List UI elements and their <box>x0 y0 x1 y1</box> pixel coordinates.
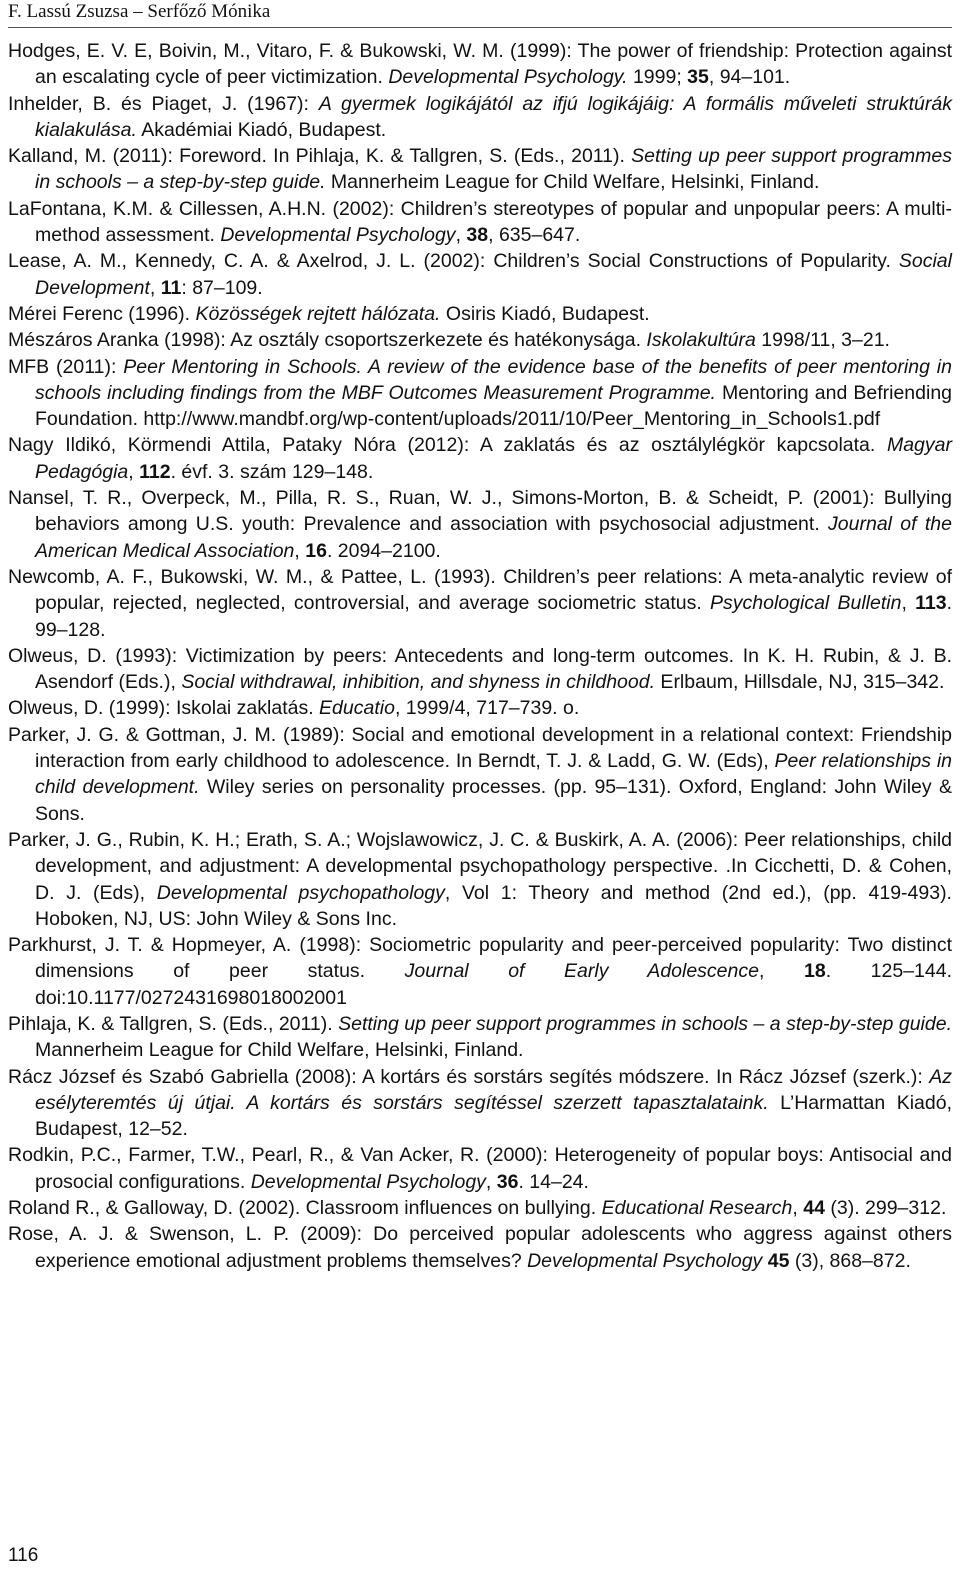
reference-entry <box>8 354 952 433</box>
reference-text: , <box>485 1170 497 1193</box>
reference-text: Roland R., & Galloway, D. (2002). Classroom influences on bullying. <box>8 1197 602 1220</box>
reference-title-italic: Developmental Psychology <box>527 1249 763 1272</box>
reference-title-italic: Developmental Psychology <box>250 1170 486 1193</box>
reference-text: (3). 299–312. <box>824 1197 947 1220</box>
reference-text: (3), 868–872. <box>789 1249 911 1272</box>
reference-text: , 94–101. <box>708 66 791 89</box>
reference-title-italic: Educatio <box>319 697 395 720</box>
reference-text: Olweus, D. (1999): Iskolai zaklatás. <box>8 697 320 720</box>
reference-title-italic: Psychological Bulletin <box>710 592 902 615</box>
reference-text: Mentoring and Befriending Foundation. http://www.mandbf.org/wp-content/uploads/2011/10/Peer_Mentoring_in_Schools1.pdf <box>35 381 953 431</box>
reference-volume-bold: 18 <box>803 960 826 983</box>
reference-volume-bold: 11 <box>160 276 182 299</box>
reference-entry <box>8 695 952 721</box>
reference-title-italic: Iskolakultúra <box>646 329 756 352</box>
reference-text: , <box>758 960 804 983</box>
reference-entry <box>8 722 952 827</box>
reference-entry <box>8 643 952 696</box>
reference-title-italic: Közösségek rejtett hálózata. <box>195 302 441 325</box>
reference-text: Osiris Kiadó, Budapest. <box>440 302 650 325</box>
reference-text: Pihlaja, K. & Tallgren, S. (Eds., 2011). <box>8 1012 339 1035</box>
reference-text: Mészáros Aranka (1998): Az osztály csoportszerkezete és hatékonysága. <box>8 329 647 352</box>
reference-text: Mannerheim League for Child Welfare, Helsinki, Finland. <box>35 1039 524 1062</box>
reference-text: . 125–144. doi:10.1177/0272431698018002001 <box>35 960 953 1009</box>
reference-entry <box>8 1221 952 1274</box>
reference-text: 1998/11, 3–21. <box>755 329 890 352</box>
reference-text: , <box>128 460 140 483</box>
reference-entry <box>8 301 952 327</box>
reference-title-italic: Peer relationships in child development. <box>35 750 953 799</box>
reference-text: Inhelder, B. és Piaget, J. (1967): <box>8 92 319 115</box>
reference-entry <box>8 327 952 353</box>
reference-title-italic: Developmental Psychology. <box>388 66 628 89</box>
reference-entry <box>8 564 952 643</box>
reference-text: MFB (2011): <box>8 355 124 378</box>
reference-text: Rácz József és Szabó Gabriella (2008): A kortárs és sorstárs segítés módszere. In Rácz József (szerk.): <box>8 1065 930 1088</box>
reference-text: Olweus, D. (1993): Victimization by peers: Antecedents and long-term outcomes. In K. H. Rubin, & J. B. Asendorf (Eds.), <box>8 644 952 694</box>
reference-title-italic: Social Development <box>35 250 952 299</box>
reference-text: : 87–109. <box>181 276 263 299</box>
reference-entry <box>8 432 952 485</box>
reference-text: Nagy Ildikó, Körmendi Attila, Pataky Nóra (2012): A zaklatás és az osztálylégkör kapcsolata. <box>8 434 887 457</box>
reference-text: , 1999/4, 717–739. o. <box>394 697 580 720</box>
reference-text: . 2094–2100. <box>326 539 441 562</box>
reference-title-italic: Educational Research <box>601 1197 793 1220</box>
reference-text: Parkhurst, J. T. & Hopmeyer, A. (1998): Sociometric popularity and peer-perceived popularity: Two distinct dimensions of peer status. <box>8 934 952 983</box>
reference-title-italic: Developmental psychopathology <box>156 881 445 904</box>
reference-title-italic: A gyermek logikájától az ifjú logikájáig: A formális műveleti struktúrák kialakulása. <box>35 92 952 141</box>
reference-text: , <box>455 224 467 247</box>
reference-text: Mannerheim League for Child Welfare, Helsinki, Finland. <box>325 171 820 194</box>
reference-title-italic: Peer Mentoring in Schools. A review of the evidence base of the benefits of peer mentoring in schools including findings from the MBF Outcomes Measurement Programme. <box>35 355 952 404</box>
reference-entry <box>8 1142 952 1195</box>
reference-volume-bold: 44 <box>803 1197 825 1220</box>
reference-volume-bold: 38 <box>466 224 489 247</box>
reference-text: Erlbaum, Hillsdale, NJ, 315–342. <box>655 671 945 694</box>
reference-entry <box>8 38 952 91</box>
reference-title-italic: Magyar Pedagógia <box>35 434 952 483</box>
reference-entry <box>8 1011 952 1064</box>
reference-entry <box>8 932 952 1011</box>
reference-text: , <box>901 592 916 615</box>
reference-text: Rodkin, P.C., Farmer, T.W., Pearl, R., & Van Acker, R. (2000): Heterogeneity of popular boys: Antisocial and prosocial configurations. <box>8 1144 952 1193</box>
reference-text: , <box>792 1197 804 1220</box>
reference-entry <box>8 827 952 932</box>
reference-text: Rose, A. J. & Swenson, L. P. (2009): Do perceived popular adolescents who aggress against others experience emotional adjustment problems themselves? <box>8 1223 952 1272</box>
reference-text: , 635–647. <box>488 224 581 247</box>
reference-text: . évf. 3. szám 129–148. <box>170 460 374 483</box>
reference-text: LaFontana, K.M. & Cillessen, A.H.N. (2002): Children’s stereotypes of popular and unpopular peers: A multi-method assessment. <box>8 197 952 247</box>
reference-text: , <box>149 276 161 299</box>
reference-title-italic: Az esélyteremtés új útjai. A kortárs és sorstárs segítéssel szerzett tapasztalataink. <box>35 1065 952 1114</box>
reference-text: L’Harmattan Kiadó, Budapest, 12–52. <box>35 1091 953 1141</box>
reference-text: Nansel, T. R., Overpeck, M., Pilla, R. S., Ruan, W. J., Simons-Morton, B. & Scheidt, P. (2001): Bullying behaviors among U.S. youth: Prevalence and association with psychosocial adjustment. <box>8 487 952 536</box>
reference-title-italic: Journal of Early Adolescence <box>404 960 759 983</box>
reference-text: 1999; <box>627 66 688 89</box>
reference-title-italic: Developmental Psychology <box>220 224 456 247</box>
reference-title-italic: Setting up peer support programmes in schools – a step-by-step guide. <box>35 145 952 194</box>
reference-text: Wiley series on personality processes. (pp. 95–131). Oxford, England: John Wiley & Sons. <box>35 776 952 825</box>
reference-entry <box>8 1064 952 1143</box>
reference-volume-bold: 45 <box>767 1249 790 1272</box>
reference-text: Parker, J. G. & Gottman, J. M. (1989): Social and emotional development in a relational context: Friendship interaction from early childhood to adolescence. In Berndt, T. J. & Ladd, G. W. (Eds), <box>8 723 952 773</box>
reference-title-italic: Social withdrawal, inhibition, and shyness in childhood. <box>181 671 656 694</box>
reference-volume-bold: 113 <box>915 592 947 615</box>
reference-text: Parker, J. G., Rubin, K. H.; Erath, S. A.; Wojslawowicz, J. C. & Buskirk, A. A. (2006): Peer relationships, child development, and adjustment: A developmental psychopathology perspective. .In Cicchetti, D. & Cohen, D. J. (Eds), <box>8 828 952 904</box>
reference-text: Kalland, M. (2011): Foreword. In Pihlaja, K. & Tallgren, S. (Eds., 2011). <box>8 145 632 168</box>
reference-text: Hodges, E. V. E, Boivin, M., Vitaro, F. & Bukowski, W. M. (1999): The power of friendship: Protection against an escalating cycle of peer victimization. <box>8 40 952 89</box>
reference-text: Akadémiai Kiadó, Budapest. <box>136 118 387 141</box>
reference-entry <box>8 196 952 249</box>
reference-volume-bold: 112 <box>139 460 171 483</box>
reference-list <box>8 38 952 1274</box>
reference-entry <box>8 91 952 144</box>
reference-text: . 99–128. <box>35 592 952 641</box>
reference-volume-bold: 16 <box>305 539 327 562</box>
reference-text: Lease, A. M., Kennedy, C. A. & Axelrod, J. L. (2002): Children’s Social Constructions of Popularity. <box>8 250 899 273</box>
reference-volume-bold: 36 <box>496 1170 519 1193</box>
reference-text: , Vol 1: Theory and method (2nd ed.), (pp. 419-493). Hoboken, NJ, US: John Wiley & Sons Inc. <box>35 881 952 930</box>
reference-entry <box>8 248 952 301</box>
reference-text: Mérei Ferenc (1996). <box>8 302 196 325</box>
reference-entry <box>8 1195 952 1221</box>
reference-entry <box>8 143 952 196</box>
page-number: 116 <box>8 1545 39 1566</box>
reference-entry <box>8 485 952 564</box>
reference-text: . 14–24. <box>518 1170 589 1193</box>
reference-volume-bold: 35 <box>687 66 709 89</box>
reference-title-italic: Setting up peer support programmes in schools – a step-by-step guide. <box>338 1012 952 1035</box>
running-head: F. Lassú Zsuzsa – Serfőző Mónika <box>8 0 952 28</box>
reference-title-italic: Journal of the American Medical Association <box>35 513 952 562</box>
reference-text: Newcomb, A. F., Bukowski, W. M., & Pattee, L. (1993). Children’s peer relations: A meta-analytic review of popular, rejected, neglected, controversial, and average sociometric status. <box>8 565 952 615</box>
reference-text: , <box>294 539 306 562</box>
